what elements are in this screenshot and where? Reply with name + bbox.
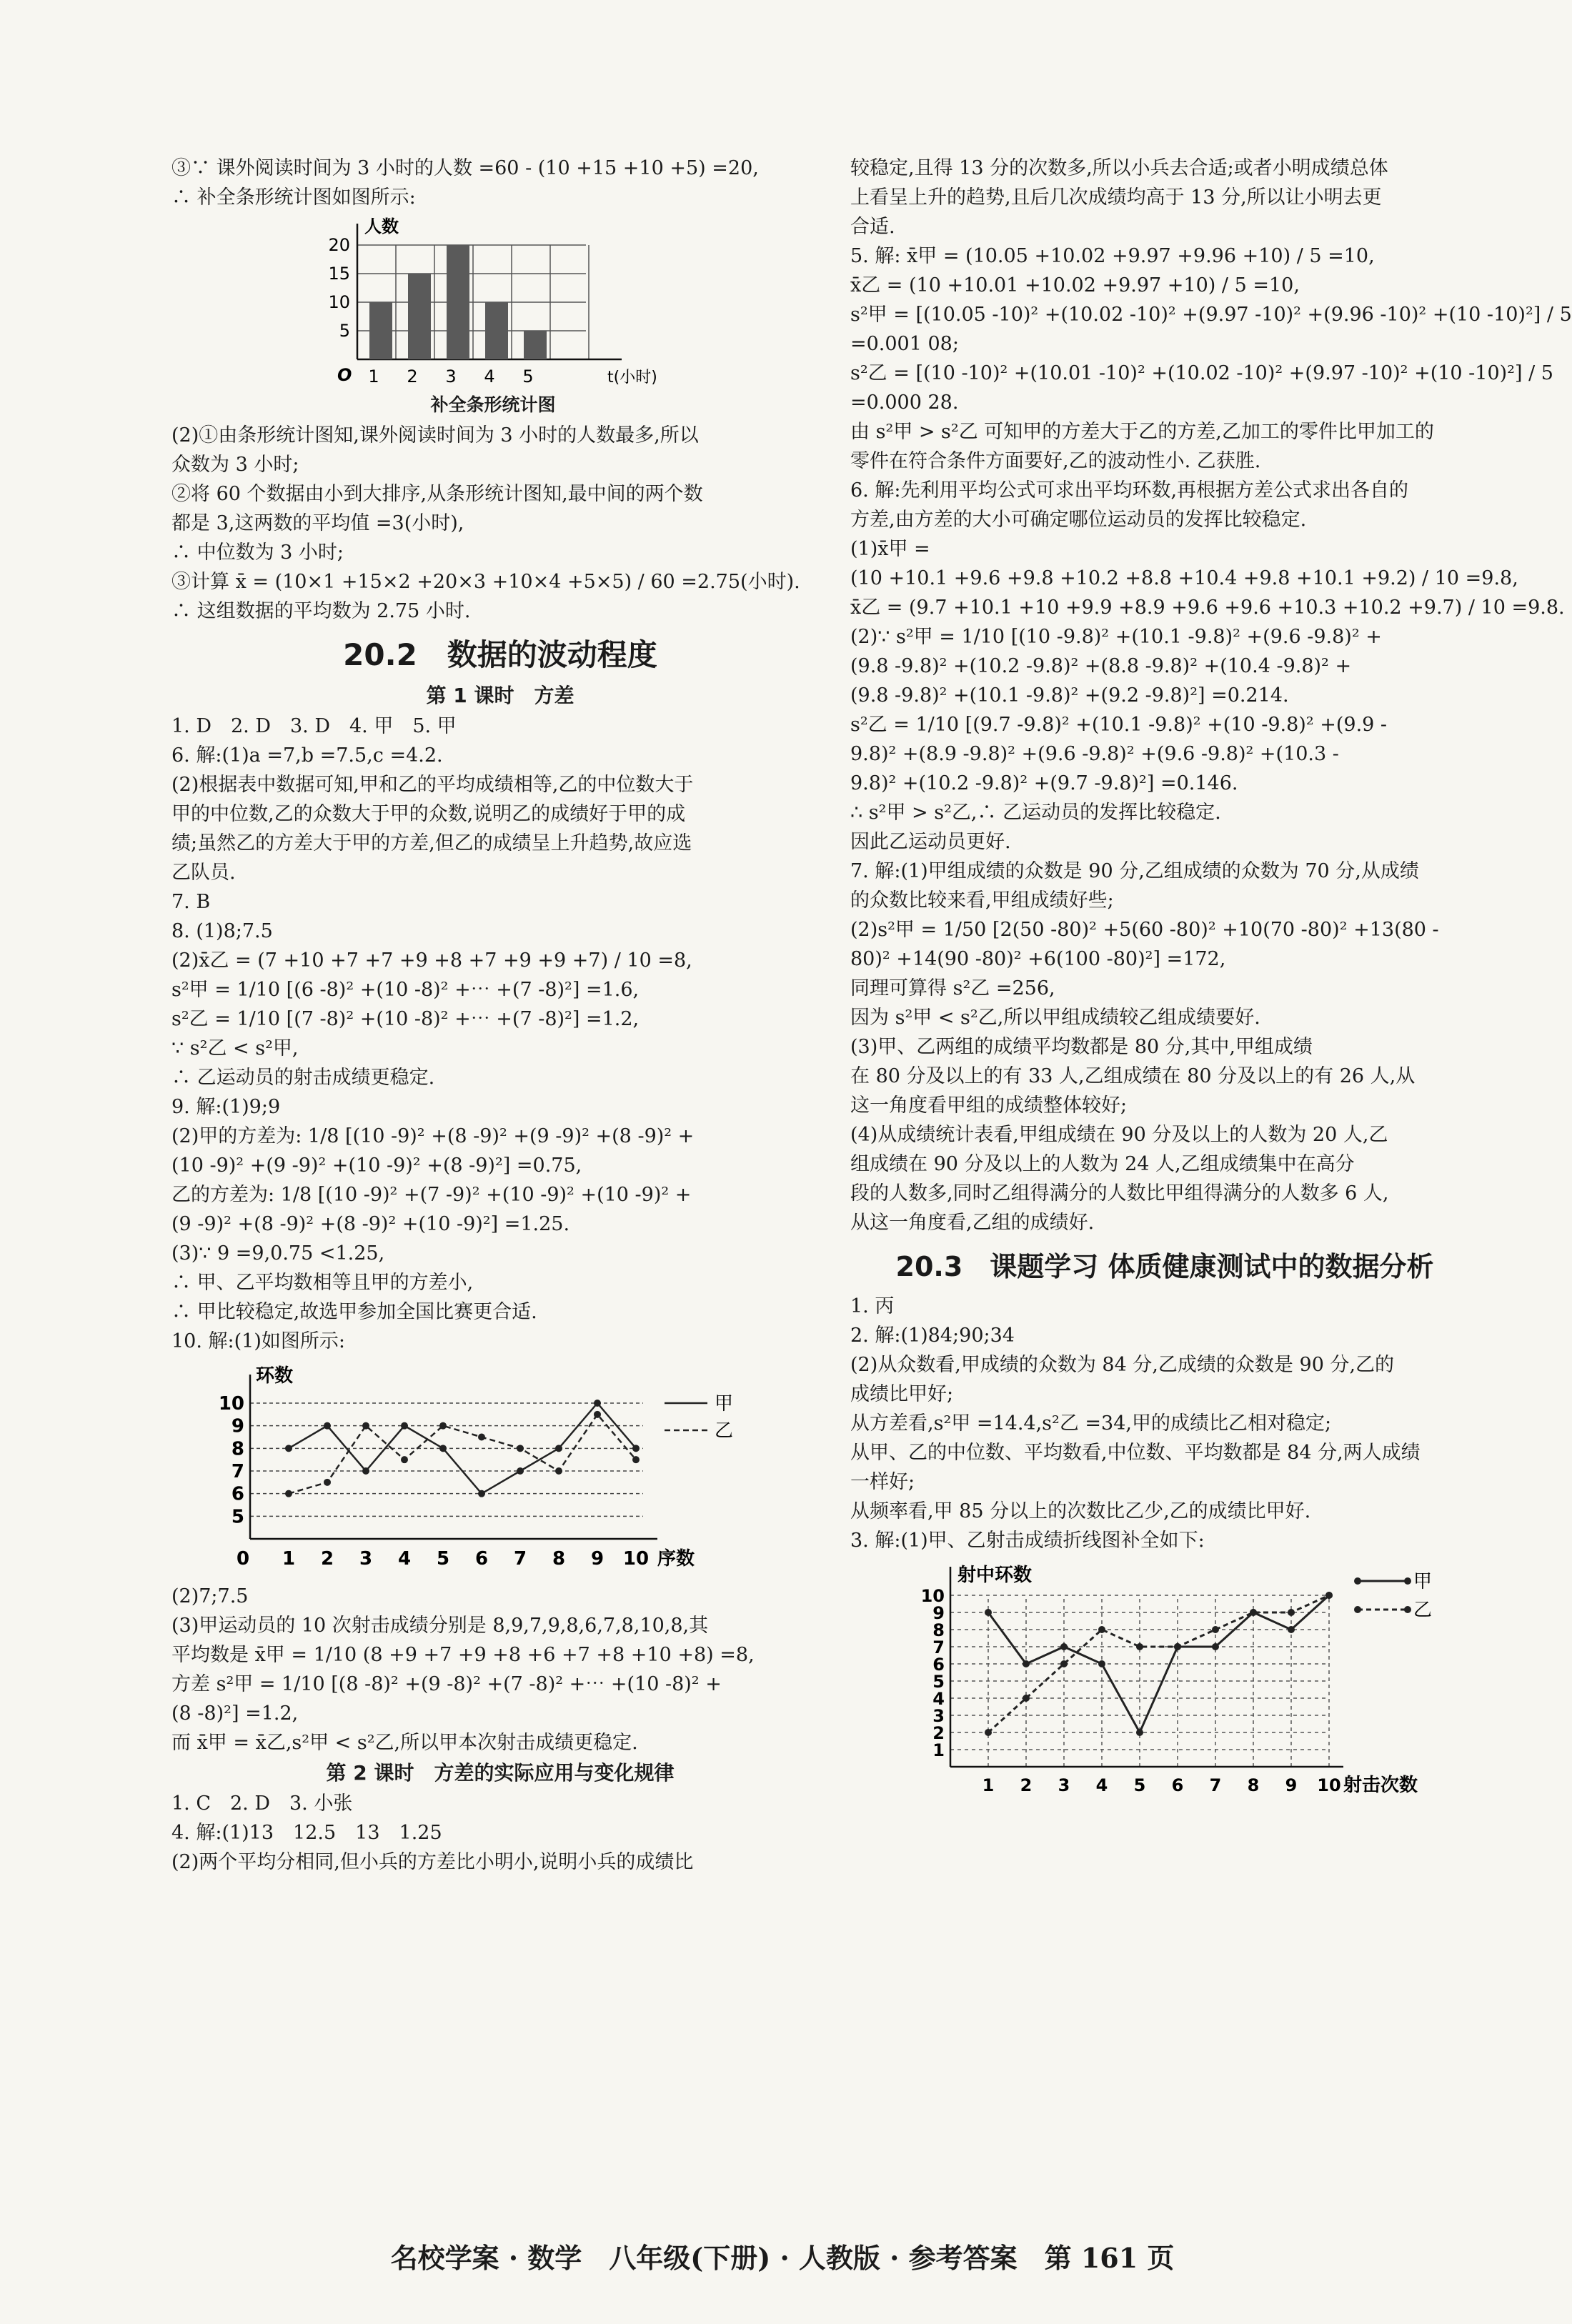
section-20-3-answers bbox=[850, 1292, 1479, 1555]
lesson1-title: 第 1 课时 方差 bbox=[426, 684, 574, 707]
data-point bbox=[478, 1434, 485, 1441]
text-line: 4. 解:(1)13 12.5 13 1.25 bbox=[171, 1822, 442, 1844]
text-line: 在 80 分及以上的有 33 人,乙组成绩在 80 分及以上的有 26 人,从 bbox=[850, 1065, 1416, 1087]
text-line: 1. C 2. D 3. 小张 bbox=[171, 1792, 353, 1815]
origin-label: O bbox=[337, 365, 352, 385]
text-line: s²甲 = 1/10 [(6 -8)² +(10 -8)² +⋯ +(7 -8)²] =1.6, bbox=[171, 979, 640, 1001]
data-point bbox=[594, 1400, 601, 1407]
data-point bbox=[324, 1422, 331, 1430]
text-line: ∴ 甲、乙平均数相等且甲的方差小, bbox=[171, 1272, 474, 1294]
legend-label: 乙 bbox=[715, 1420, 734, 1442]
text-line: (2)s²甲 = 1/50 [2(50 -80)² +5(60 -80)² +10(70 -80)² +13(80 - bbox=[850, 919, 1439, 941]
data-point bbox=[324, 1479, 331, 1486]
text-line: 平均数是 x̄甲 = 1/10 (8 +9 +7 +9 +8 +6 +7 +8 +10 +8) =8, bbox=[171, 1644, 755, 1666]
line-chart-2 bbox=[850, 1560, 1479, 1820]
data-point bbox=[1023, 1695, 1030, 1702]
text-line: 都是 3,这两数的平均值 =3(小时), bbox=[171, 512, 464, 534]
data-point bbox=[632, 1445, 640, 1452]
x-tick-label: 8 bbox=[1247, 1775, 1260, 1795]
text-line: 8. (1)8;7.5 bbox=[171, 920, 273, 942]
text-line: 7. 解:(1)甲组成绩的众数是 90 分,乙组成绩的众数为 70 分,从成绩 bbox=[850, 860, 1419, 882]
y-tick-label: 9 bbox=[231, 1415, 244, 1437]
line-chart-2-svg bbox=[915, 1560, 1472, 1817]
text-line: ∴ 这组数据的平均数为 2.75 小时. bbox=[171, 600, 471, 622]
data-point bbox=[1250, 1609, 1257, 1616]
bar-chart-svg bbox=[314, 216, 672, 388]
legend-marker bbox=[1354, 1577, 1361, 1585]
text-line: 6. 解:(1)a =7,b =7.5,c =4.2. bbox=[171, 744, 443, 767]
text-line: (2)①由条形统计图知,课外阅读时间为 3 小时的人数最多,所以 bbox=[171, 424, 699, 447]
y-tick-label: 5 bbox=[932, 1672, 945, 1692]
data-point bbox=[517, 1445, 524, 1452]
text-line: 绩;虽然乙的方差大于甲的方差,但乙的成绩呈上升趋势,故应选 bbox=[171, 832, 692, 854]
y-axis-label: 人数 bbox=[364, 216, 399, 236]
bar bbox=[485, 302, 508, 359]
text-line: (2)x̄乙 = (7 +10 +7 +7 +9 +8 +7 +9 +9 +7) / 10 =8, bbox=[171, 949, 692, 972]
line-chart-1-svg bbox=[218, 1360, 765, 1575]
text-line: 众数为 3 小时; bbox=[171, 454, 299, 476]
text-line: 7. B bbox=[171, 891, 211, 913]
text-line: (4)从成绩统计表看,甲组成绩在 90 分及以上的人数为 20 人,乙 bbox=[850, 1124, 1388, 1146]
text-line: (10 -9)² +(9 -9)² +(10 -9)² +(8 -9)²] =0.75, bbox=[171, 1154, 582, 1177]
text-line: 5. 解: x̄甲 = (10.05 +10.02 +9.97 +9.96 +10) / 5 =10, bbox=[850, 245, 1375, 267]
data-point bbox=[439, 1422, 447, 1430]
section-20-3-title: 20.3 课题学习 体质健康测试中的数据分析 bbox=[895, 1251, 1434, 1282]
data-point bbox=[1288, 1626, 1295, 1633]
data-point bbox=[1060, 1643, 1068, 1650]
text-line: x̄乙 = (9.7 +10.1 +10 +9.9 +8.9 +9.6 +9.6 +10.3 +10.2 +9.7) / 10 =9.8. bbox=[850, 597, 1565, 619]
y-tick-label: 9 bbox=[932, 1603, 945, 1623]
data-point bbox=[555, 1467, 562, 1475]
x-tick-label: 6 bbox=[474, 1548, 489, 1570]
legend-label: 甲 bbox=[1413, 1571, 1433, 1592]
y-axis-label: 环数 bbox=[256, 1365, 294, 1387]
data-point bbox=[362, 1422, 369, 1430]
text-line: 9. 解:(1)9;9 bbox=[171, 1096, 281, 1118]
y-axis-label: 射中环数 bbox=[957, 1565, 1033, 1586]
text-line: 9.8)² +(8.9 -9.8)² +(9.6 -9.8)² +(9.6 -9.8)² +(10.3 - bbox=[850, 743, 1339, 765]
text-line: 乙的方差为: 1/8 [(10 -9)² +(7 -9)² +(10 -9)² +(10 -9)² + bbox=[171, 1184, 692, 1206]
text-line: 2. 解:(1)84;90;34 bbox=[850, 1325, 1015, 1347]
data-point bbox=[555, 1445, 562, 1452]
text-line: 由 s²甲 > s²乙 可知甲的方差大于乙的方差,乙加工的零件比甲加工的 bbox=[850, 421, 1434, 443]
text-line: (8 -8)²] =1.2, bbox=[171, 1702, 299, 1725]
bar bbox=[447, 245, 469, 359]
data-point bbox=[594, 1411, 601, 1418]
text-line: 3. 解:(1)甲、乙射击成绩折线图补全如下: bbox=[850, 1530, 1205, 1552]
y-tick-label: 6 bbox=[231, 1483, 244, 1505]
lesson2-answers bbox=[171, 1789, 829, 1877]
data-point bbox=[1136, 1729, 1143, 1736]
section-20-2-title: 20.2 数据的波动程度 bbox=[343, 637, 657, 672]
text-line: (3)甲、乙两组的成绩平均数都是 80 分,其中,甲组成绩 bbox=[850, 1036, 1313, 1058]
x-tick-label: 10 bbox=[1317, 1775, 1341, 1795]
y-tick-label: 5 bbox=[339, 321, 350, 341]
text-line: (2)从众数看,甲成绩的众数为 84 分,乙成绩的众数是 90 分,乙的 bbox=[850, 1354, 1395, 1376]
text-line: 上看呈上升的趋势,且后几次成绩均高于 13 分,所以让小明去更 bbox=[850, 186, 1382, 209]
data-point bbox=[1098, 1660, 1105, 1667]
text-line: (2)甲的方差为: 1/8 [(10 -9)² +(8 -9)² +(9 -9)² +(8 -9)² + bbox=[171, 1125, 695, 1147]
y-tick-label: 7 bbox=[932, 1637, 945, 1657]
data-point bbox=[1098, 1626, 1105, 1633]
x-tick-label: 3 bbox=[1058, 1775, 1070, 1795]
y-tick-label: 6 bbox=[932, 1655, 945, 1675]
legend-marker bbox=[1404, 1577, 1411, 1585]
data-point bbox=[401, 1422, 408, 1430]
text-line: ②将 60 个数据由小到大排序,从条形统计图知,最中间的两个数 bbox=[171, 483, 703, 505]
line-chart-1 bbox=[171, 1360, 829, 1577]
text-line: 乙队员. bbox=[171, 862, 236, 884]
text-line: 段的人数多,同时乙组得满分的人数比甲组得满分的人数多 6 人, bbox=[850, 1182, 1389, 1205]
text-line: ∴ 补全条形统计图如图所示: bbox=[171, 186, 416, 209]
text-line: 10. 解:(1)如图所示: bbox=[171, 1330, 345, 1352]
x-tick-label: 1 bbox=[368, 366, 379, 386]
text-line: s²乙 = 1/10 [(9.7 -9.8)² +(10.1 -9.8)² +(10 -9.8)² +(9.9 - bbox=[850, 714, 1388, 736]
y-tick-label: 20 bbox=[328, 235, 350, 255]
text-line: 合适. bbox=[850, 216, 895, 238]
x-axis-label: t(小时) bbox=[607, 369, 657, 386]
text-line: 从方差看,s²甲 =14.4,s²乙 =34,甲的成绩比乙相对稳定; bbox=[850, 1412, 1332, 1435]
text-line: 较稳定,且得 13 分的次数多,所以小兵去合适;或者小明成绩总体 bbox=[850, 157, 1388, 179]
x-tick-label: 2 bbox=[1020, 1775, 1033, 1795]
data-point bbox=[517, 1467, 524, 1475]
y-tick-label: 1 bbox=[932, 1740, 945, 1760]
left-column bbox=[171, 154, 829, 1877]
text-line: (9.8 -9.8)² +(10.2 -9.8)² +(8.8 -9.8)² +(10.4 -9.8)² + bbox=[850, 655, 1352, 677]
x-tick-label: 6 bbox=[1171, 1775, 1184, 1795]
data-point bbox=[1023, 1660, 1030, 1667]
x-tick-label: 3 bbox=[445, 366, 457, 386]
x-tick-label: 5 bbox=[1133, 1775, 1146, 1795]
y-tick-label: 2 bbox=[932, 1723, 945, 1743]
bar bbox=[524, 331, 547, 359]
q10-answers bbox=[171, 1582, 829, 1757]
text-line: (3)∵ 9 =9,0.75 <1.25, bbox=[171, 1242, 385, 1265]
text-line: ∴ 甲比较稳定,故选甲参加全国比赛更合适. bbox=[171, 1301, 537, 1323]
x-axis-label: 射击次数 bbox=[1343, 1775, 1418, 1796]
y-tick-label: 8 bbox=[231, 1438, 244, 1460]
x-tick-label: 9 bbox=[1285, 1775, 1298, 1795]
x-tick-label: 1 bbox=[982, 1775, 995, 1795]
text-line: ∴ s²甲 > s²乙,∴ 乙运动员的发挥比较稳定. bbox=[850, 802, 1221, 824]
data-point bbox=[985, 1729, 992, 1736]
data-point bbox=[1174, 1643, 1181, 1650]
text-line: ∴ 中位数为 3 小时; bbox=[171, 542, 344, 564]
text-line: (3)甲运动员的 10 次射击成绩分别是 8,9,7,9,8,6,7,8,10,8,其 bbox=[171, 1615, 709, 1637]
lesson1-answers bbox=[171, 712, 829, 1356]
legend-marker bbox=[1404, 1606, 1411, 1613]
text-line: 同理可算得 s²乙 =256, bbox=[850, 977, 1055, 999]
data-point bbox=[985, 1609, 992, 1616]
left-mid-text bbox=[171, 421, 829, 626]
data-point bbox=[1212, 1626, 1219, 1633]
text-line: (10 +10.1 +9.6 +9.8 +10.2 +8.8 +10.4 +9.8 +10.1 +9.2) / 10 =9.8, bbox=[850, 567, 1518, 589]
text-line: 6. 解:先利用平均公式可求出平均环数,再根据方差公式求出各自的 bbox=[850, 479, 1409, 502]
legend-label: 甲 bbox=[715, 1393, 734, 1415]
origin-label: 0 bbox=[236, 1548, 250, 1570]
y-tick-label: 7 bbox=[231, 1461, 244, 1482]
y-tick-label: 4 bbox=[932, 1689, 945, 1709]
x-tick-label: 4 bbox=[484, 366, 495, 386]
text-line: s²甲 = [(10.05 -10)² +(10.02 -10)² +(9.97 -10)² +(9.96 -10)² +(10 -10)²] / 5 bbox=[850, 304, 1572, 326]
text-line: 方差,由方差的大小可确定哪位运动员的发挥比较稳定. bbox=[850, 509, 1307, 531]
text-line: ③计算 x̄ = (10×1 +15×2 +20×3 +10×4 +5×5) / 60 =2.75(小时). bbox=[171, 571, 800, 593]
text-line: 组成绩在 90 分及以上的人数为 24 人,乙组成绩集中在高分 bbox=[850, 1153, 1355, 1175]
y-tick-label: 15 bbox=[328, 264, 350, 284]
y-tick-label: 5 bbox=[231, 1506, 244, 1528]
x-tick-label: 4 bbox=[397, 1548, 412, 1570]
x-tick-label: 4 bbox=[1095, 1775, 1108, 1795]
x-tick-label: 5 bbox=[522, 366, 534, 386]
bar bbox=[369, 302, 392, 359]
data-point bbox=[632, 1456, 640, 1463]
x-tick-label: 5 bbox=[436, 1548, 450, 1570]
x-tick-label: 2 bbox=[407, 366, 418, 386]
y-tick-label: 10 bbox=[920, 1586, 945, 1606]
right-top-text bbox=[850, 154, 1572, 1237]
text-line: 1. 丙 bbox=[850, 1295, 895, 1317]
text-line: 从频率看,甲 85 分以上的次数比乙少,乙的成绩比甲好. bbox=[850, 1500, 1311, 1522]
y-tick-label: 8 bbox=[932, 1620, 945, 1640]
text-line: =0.001 08; bbox=[850, 333, 959, 355]
y-tick-label: 3 bbox=[932, 1706, 945, 1726]
text-line: 因为 s²甲 < s²乙,所以甲组成绩较乙组成绩要好. bbox=[850, 1007, 1260, 1029]
x-tick-label: 8 bbox=[552, 1548, 566, 1570]
x-tick-label: 7 bbox=[513, 1548, 527, 1570]
text-line: ∴ 乙运动员的射击成绩更稳定. bbox=[171, 1067, 435, 1089]
text-line: 从甲、乙的中位数、平均数看,中位数、平均数都是 84 分,两人成绩 bbox=[850, 1442, 1421, 1464]
y-tick-label: 10 bbox=[328, 292, 350, 312]
data-point bbox=[401, 1456, 408, 1463]
text-line: s²乙 = 1/10 [(7 -8)² +(10 -8)² +⋯ +(7 -8)²] =1.2, bbox=[171, 1008, 640, 1030]
text-line: ③∵ 课外阅读时间为 3 小时的人数 =60 - (10 +15 +10 +5) =20, bbox=[171, 157, 759, 179]
text-line: (1)x̄甲 = bbox=[850, 538, 930, 560]
text-line: 从这一角度看,乙组的成绩好. bbox=[850, 1212, 1095, 1234]
bar bbox=[408, 274, 431, 359]
data-point bbox=[1060, 1660, 1068, 1667]
data-point bbox=[362, 1467, 369, 1475]
text-line: (9 -9)² +(8 -9)² +(8 -9)² +(10 -9)²] =1.25. bbox=[171, 1213, 570, 1235]
data-point bbox=[478, 1490, 485, 1497]
text-line: 9.8)² +(10.2 -9.8)² +(9.7 -9.8)²] =0.146. bbox=[850, 772, 1238, 794]
lesson2-title: 第 2 课时 方差的实际应用与变化规律 bbox=[326, 1761, 675, 1785]
x-tick-label: 3 bbox=[359, 1548, 373, 1570]
x-axis-label: 序数 bbox=[657, 1548, 695, 1570]
text-line: =0.000 28. bbox=[850, 392, 959, 414]
text-line: 1. D 2. D 3. D 4. 甲 5. 甲 bbox=[171, 715, 457, 737]
x-tick-label: 10 bbox=[622, 1548, 650, 1570]
text-line: s²乙 = [(10 -10)² +(10.01 -10)² +(10.02 -10)² +(9.97 -10)² +(10 -10)²] / 5 bbox=[850, 362, 1553, 384]
text-line: 的众数比较来看,甲组成绩好些; bbox=[850, 889, 1114, 912]
data-point bbox=[1288, 1609, 1295, 1616]
text-line: (2)∵ s²甲 = 1/10 [(10 -9.8)² +(10.1 -9.8)² +(9.6 -9.8)² + bbox=[850, 626, 1382, 648]
text-line: 方差 s²甲 = 1/10 [(8 -8)² +(9 -8)² +(7 -8)² +⋯ +(10 -8)² + bbox=[171, 1673, 722, 1695]
data-point bbox=[439, 1445, 447, 1452]
bar-chart-caption: 补全条形统计图 bbox=[430, 394, 556, 415]
right-column bbox=[850, 154, 1572, 1824]
legend-marker bbox=[1354, 1606, 1361, 1613]
x-tick-label: 1 bbox=[282, 1548, 296, 1570]
text-line: 因此乙运动员更好. bbox=[850, 831, 1011, 853]
text-line: 零件在符合条件方面要好,乙的波动性小. 乙获胜. bbox=[850, 450, 1261, 472]
text-line: ∵ s²乙 < s²甲, bbox=[171, 1037, 299, 1059]
series-line-yi bbox=[289, 1415, 636, 1494]
text-line: 成绩比甲好; bbox=[850, 1383, 954, 1405]
data-point bbox=[285, 1445, 292, 1452]
text-line: 而 x̄甲 = x̄乙,s²甲 < s²乙,所以甲本次射击成绩更稳定. bbox=[171, 1732, 638, 1754]
text-line: (2)根据表中数据可知,甲和乙的平均成绩相等,乙的中位数大于 bbox=[171, 774, 694, 796]
text-line: (2)两个平均分相同,但小兵的方差比小明小,说明小兵的成绩比 bbox=[171, 1851, 694, 1873]
text-line: 80)² +14(90 -80)² +6(100 -80)²] =172, bbox=[850, 948, 1226, 970]
text-line: 这一角度看甲组的成绩整体较好; bbox=[850, 1094, 1128, 1117]
y-tick-label: 10 bbox=[218, 1393, 244, 1415]
data-point bbox=[285, 1490, 292, 1497]
left-top-text bbox=[171, 154, 829, 212]
x-tick-label: 2 bbox=[320, 1548, 334, 1570]
text-line: x̄乙 = (10 +10.01 +10.02 +9.97 +10) / 5 =10, bbox=[850, 274, 1300, 296]
text-line: (2)7;7.5 bbox=[171, 1585, 249, 1607]
data-point bbox=[1212, 1643, 1219, 1650]
legend-label: 乙 bbox=[1413, 1600, 1433, 1621]
bar-chart bbox=[171, 216, 829, 417]
data-point bbox=[1136, 1643, 1143, 1650]
x-tick-label: 7 bbox=[1209, 1775, 1222, 1795]
text-line: 一样好; bbox=[850, 1471, 915, 1493]
text-line: (9.8 -9.8)² +(10.1 -9.8)² +(9.2 -9.8)²] =0.214. bbox=[850, 684, 1289, 707]
text-line: 甲的中位数,乙的众数大于甲的众数,说明乙的成绩好于甲的成 bbox=[171, 803, 686, 825]
data-point bbox=[1325, 1592, 1333, 1599]
page-footer: 名校学案 · 数学 八年级(下册) · 人教版 · 参考答案 第 161 页 bbox=[390, 2242, 1175, 2274]
x-tick-label: 9 bbox=[590, 1548, 605, 1570]
